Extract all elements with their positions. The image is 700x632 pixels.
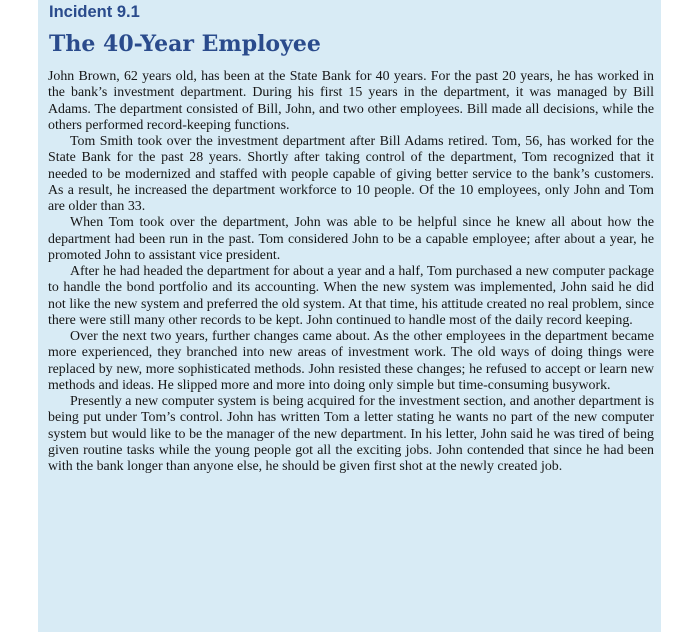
incident-body: [48, 69, 654, 475]
incident-panel: [38, 0, 661, 632]
paragraph-6: Presently a new computer system is being acquired for the investment section, and another department is being put under Tom’s control. John has written Tom a letter stating he wants no part of the new computer system but would like to be the manager of the new department. In his letter, John said he was tired of being given routine tasks while the young people got all the exciting jobs. John contended that since he had been with the bank longer than anyone else, he should be given first shot at the newly created job.: [48, 394, 654, 474]
paragraph-2: Tom Smith took over the investment department after Bill Adams retired. Tom, 56, has worked for the State Bank for the past 28 years. Shortly after taking control of the department, Tom recognized that it needed to be modernized and staffed with people capable of giving better service to the bank’s customers. As a result, he increased the department workforce to 10 people. Of the 10 employees, only John and Tom are older than 33.: [48, 134, 654, 214]
paragraph-3: When Tom took over the department, John was able to be helpful since he knew all about how the department had been run in the past. Tom considered John to be a capable employee; after about a year, he promoted John to assistant vice president.: [48, 215, 654, 263]
incident-label: Incident 9.1: [49, 3, 140, 21]
paragraph-4: After he had headed the department for about a year and a half, Tom purchased a new computer package to handle the bond portfolio and its accounting. When the new system was implemented, John said he did not like the new system and preferred the old system. At that time, his attitude created no real problem, since there were still many other records to be kept. John continued to handle most of the daily record keeping.: [48, 264, 654, 328]
paragraph-1: John Brown, 62 years old, has been at the State Bank for 40 years. For the past 20 years, he has worked in the bank’s investment department. During his first 15 years in the department, it was managed by Bill Adams. The department consisted of Bill, John, and two other employees. Bill made all decisions, while the others performed record-keeping functions.: [48, 69, 654, 133]
paragraph-5: Over the next two years, further changes came about. As the other employees in the department became more experienced, they branched into new areas of investment work. The old ways of doing things were replaced by new, more sophisticated methods. John resisted these changes; he refused to accept or learn new methods and ideas. He slipped more and more into doing only simple but time-consuming busywork.: [48, 329, 654, 393]
incident-title: The 40-Year Employee: [49, 31, 321, 57]
